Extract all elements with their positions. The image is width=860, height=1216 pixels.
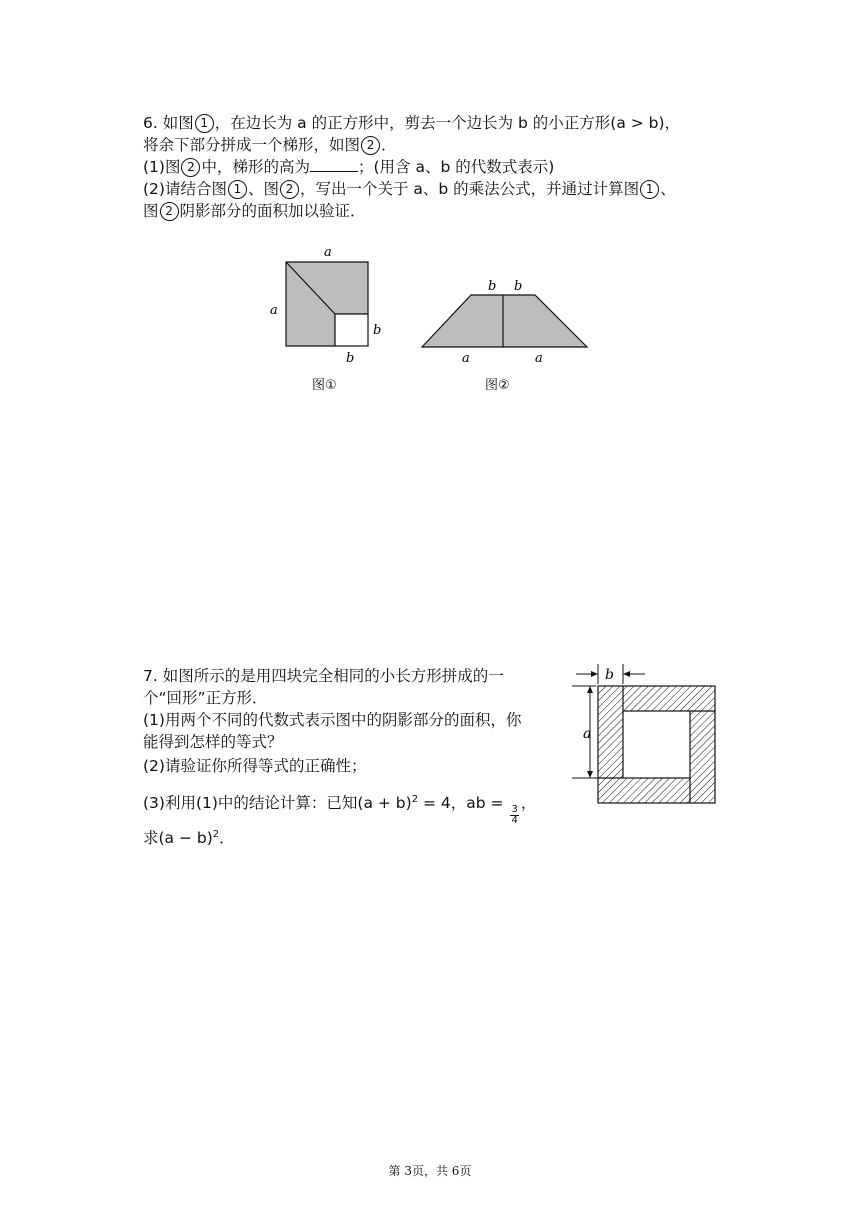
fig2-caption: 图②: [485, 378, 510, 393]
label-b-right: b: [514, 279, 523, 294]
fig1-caption: 图①: [312, 378, 337, 393]
exponent: 2: [411, 794, 419, 805]
figure-2-trapezoid: [415, 272, 595, 372]
q7-line-4: 能得到怎样的等式？: [143, 733, 283, 751]
q6-text: ；(用含 a、b 的代数式表示): [357, 158, 555, 176]
q7-line-3: (1)用两个不同的代数式表示图中的阴影部分的面积，你: [143, 711, 522, 729]
label-b-bottom: b: [346, 351, 355, 366]
trapezoid: [422, 295, 587, 347]
q7-text: ．: [219, 829, 235, 848]
q7-line-5: (2)请验证你所得等式的正确性；: [143, 757, 367, 775]
circled-1: 1: [195, 114, 214, 133]
q6-text: ，在边长为 a 的正方形中，剪去一个边长为 b 的小正方形(a > b)，: [214, 114, 681, 132]
circled-2: 2: [361, 136, 380, 155]
figure-1-square: [260, 240, 390, 370]
circled-1: 1: [640, 180, 659, 199]
answer-blank: [310, 157, 358, 172]
fraction-numerator: 3: [511, 804, 518, 816]
q7-line-6: [143, 789, 536, 826]
circled-1: 1: [228, 180, 247, 199]
label-a-left: a: [270, 303, 278, 318]
q6-text: (2)请结合图: [143, 180, 227, 198]
q6-text: ．: [381, 136, 397, 154]
q6-text: 中，梯形的高为: [201, 158, 310, 176]
circled-2: 2: [160, 202, 179, 221]
q6-line-5: [143, 200, 366, 222]
label-b-left: b: [488, 279, 497, 294]
arrowhead: [591, 671, 598, 677]
label-a-top: a: [324, 245, 332, 260]
q6-text: 将余下部分拼成一个梯形，如图: [143, 136, 361, 154]
label-a: a: [583, 726, 592, 742]
q7-line-1: 7. 如图所示的是用四块完全相同的小长方形拼成的一: [143, 667, 504, 685]
circled-2: 2: [280, 180, 299, 199]
arrowhead: [587, 771, 593, 778]
q6-text: 阴影部分的面积加以验证．: [179, 202, 366, 220]
q6-line-4: (2)请结合图 1 、图 2 ，写出一个关于 a、b 的乘法公式，并通过计算图 1 、: [143, 180, 676, 198]
figure-3-frame-square: [568, 660, 728, 810]
q6-text: 6. 如图: [143, 114, 194, 132]
q7-line-7: [143, 824, 235, 849]
q6-text: (1)图: [143, 158, 181, 176]
q6-text: ，写出一个关于 a、b 的乘法公式，并通过计算图: [299, 180, 640, 198]
q7-text: = 4，ab =: [418, 794, 509, 813]
label-a-left: a: [462, 351, 470, 366]
q7-text: 求(a − b): [143, 829, 213, 848]
circled-2: 2: [181, 158, 200, 177]
label-a-right: a: [535, 351, 543, 366]
page-footer: 第 3页，共 6页: [388, 1164, 472, 1178]
fraction-denominator: 4: [511, 815, 518, 827]
q7-line-2: 个“回形”正方形．: [143, 689, 268, 707]
label-b-right: b: [373, 323, 382, 338]
exponent: 2: [212, 829, 220, 840]
q6-line-2: [143, 134, 397, 156]
q6-text: 、图: [247, 180, 279, 198]
q7-text: (3)利用(1)中的结论计算：已知(a + b): [143, 794, 412, 813]
label-b: b: [605, 667, 614, 683]
small-square: [335, 314, 368, 346]
q6-text: 图: [143, 202, 159, 220]
arrowhead: [623, 671, 630, 677]
arrowhead: [587, 686, 593, 693]
q6-line-3: [143, 156, 554, 178]
q7-text: ，: [520, 794, 537, 813]
fraction-3-4: [510, 805, 518, 826]
inner-square: [623, 711, 690, 778]
q6-line-1: [143, 112, 680, 134]
